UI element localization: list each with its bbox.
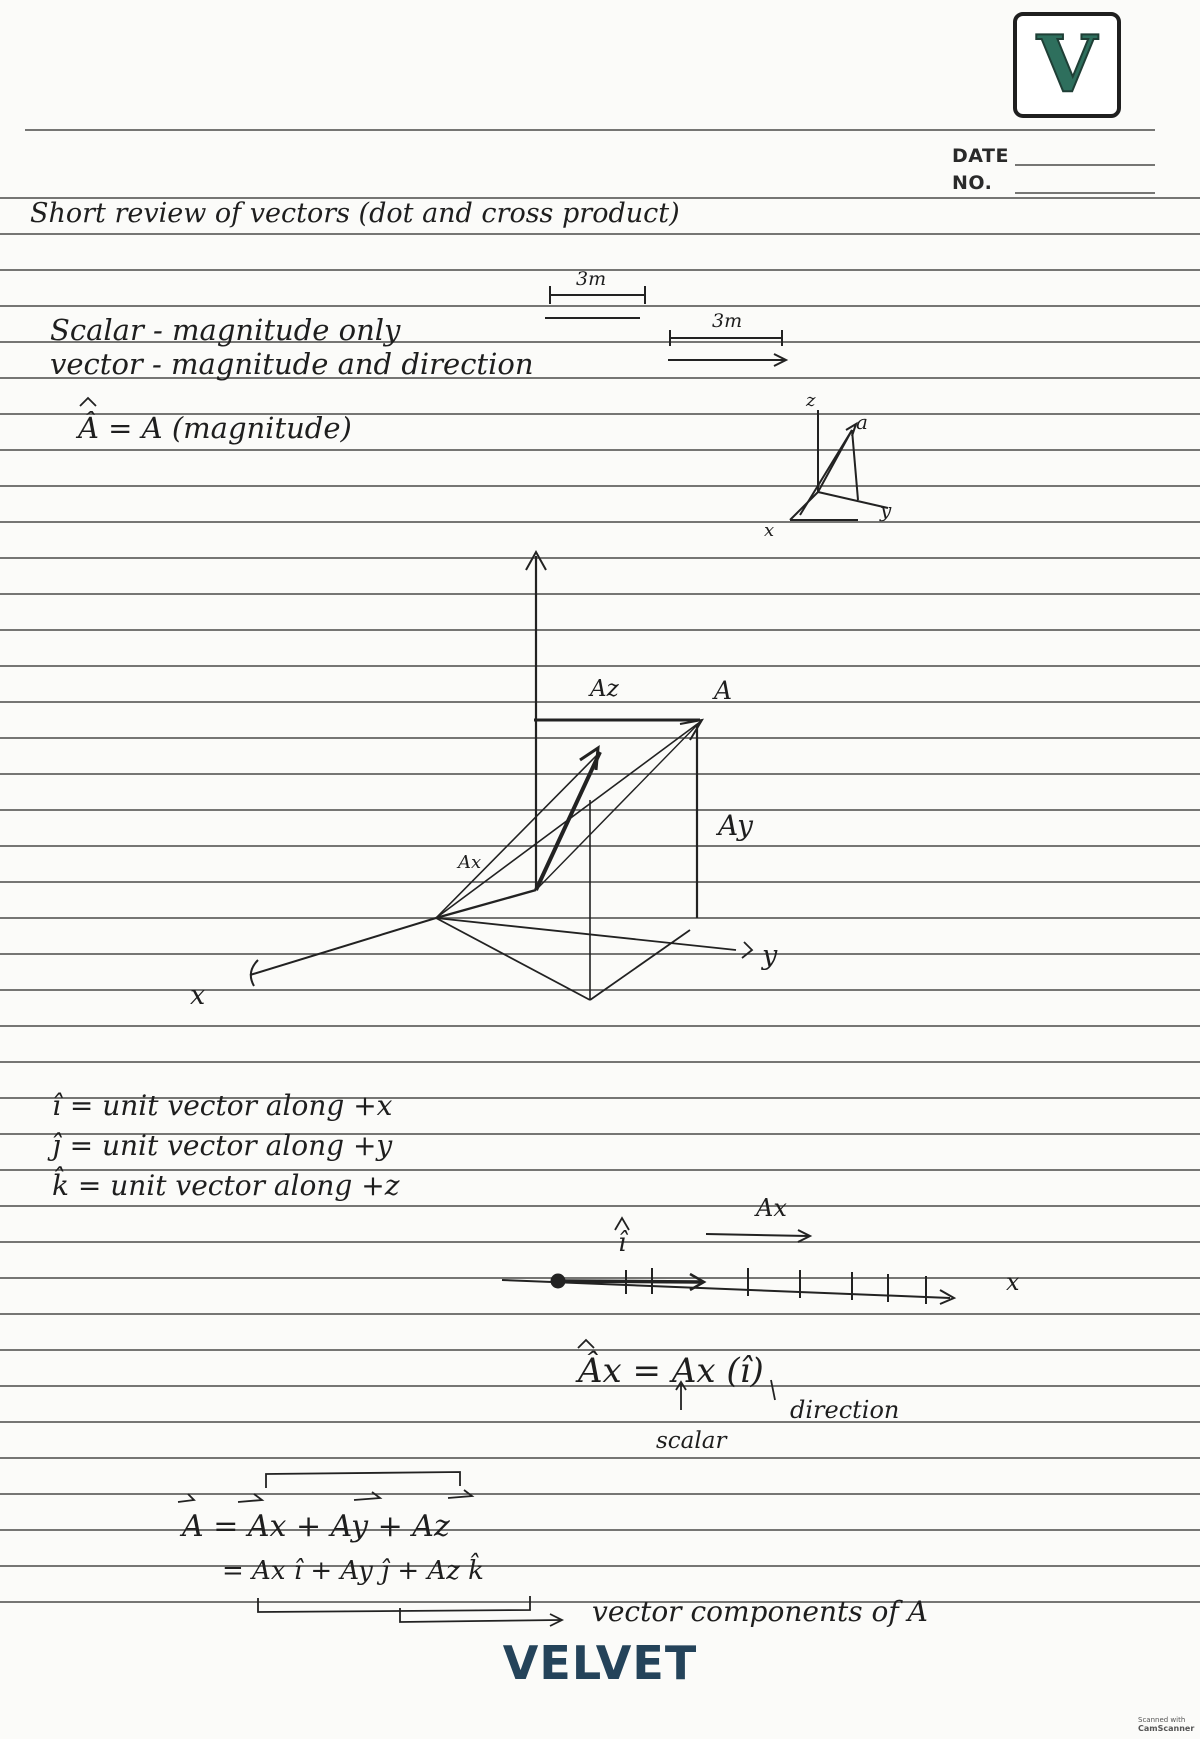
length-bars: [545, 286, 786, 366]
number-line-i-hat: î: [618, 1228, 627, 1258]
notebook-brand: VELVET: [502, 1636, 698, 1690]
label-az: Az: [590, 676, 619, 702]
number-line-ax: Ax: [756, 1194, 787, 1222]
small-axis-z: z: [806, 390, 816, 411]
unit-vector-k: k̂ = unit vector along +z: [52, 1169, 400, 1202]
number-line: [502, 1230, 954, 1304]
scanner-line1: Scanned with: [1138, 1716, 1186, 1724]
number-line-x: x: [1006, 1268, 1020, 1296]
component-equation: Âx = Ax (î): [578, 1351, 764, 1391]
scanner-line2: CamScanner: [1138, 1724, 1195, 1734]
vector-definition: vector - magnitude and direction: [50, 347, 534, 381]
unit-hat-definition: Â = A (magnitude): [78, 411, 352, 445]
small-axes-sketch: [790, 410, 888, 520]
page-title: Short review of vectors (dot and cross product): [30, 198, 680, 229]
scalar-length-label: 3m: [576, 268, 607, 290]
label-ay: Ay: [718, 809, 753, 842]
vector-sum-line1: A = Ax + Ay + Az: [182, 1509, 450, 1544]
label-ax: Ax: [458, 852, 482, 873]
scalar-note: scalar: [656, 1428, 727, 1454]
scalar-definition: Scalar - magnitude only: [50, 313, 401, 347]
small-point-label: a: [856, 410, 868, 434]
scanner-watermark: [1138, 1716, 1194, 1734]
small-axis-y: y: [880, 498, 892, 522]
label-x-axis: x: [190, 980, 206, 1011]
unit-vector-i: î = unit vector along +x: [52, 1089, 393, 1122]
vector-length-label: 3m: [712, 310, 743, 332]
number-label: NO.: [952, 172, 993, 194]
direction-note: direction: [790, 1396, 900, 1424]
label-a: A: [714, 676, 733, 705]
brand-logo: [1013, 12, 1121, 118]
small-axis-x: x: [764, 520, 775, 541]
logo-letter: V: [1036, 19, 1098, 110]
unit-vector-j: ĵ = unit vector along +y: [52, 1129, 393, 1162]
vector-components-note: vector components of A: [592, 1595, 928, 1628]
label-y-axis: y: [762, 940, 778, 971]
date-label: DATE: [952, 145, 1009, 167]
vector-sum-line2: = Ax î + Ay ĵ + Az k̂: [222, 1556, 484, 1586]
vector-3d-diagram: [250, 552, 752, 1000]
